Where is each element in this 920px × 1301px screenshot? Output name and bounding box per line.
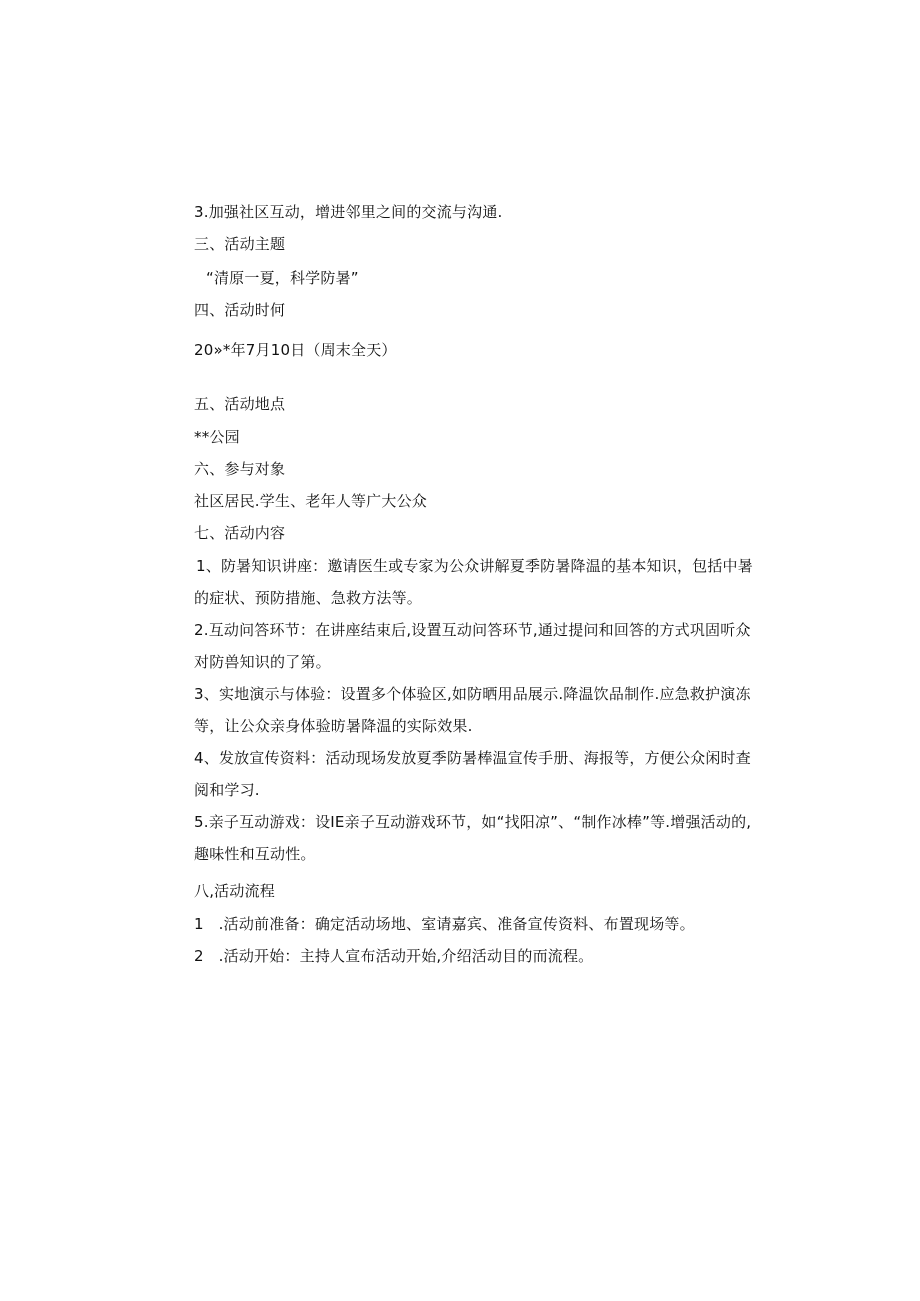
- flow-item-1: 1 .活动前准备：确定活动场地、室请嘉宾、准备宣传资料、布置现场等。: [194, 915, 695, 933]
- content-item-4: 4、发放宣传资料：活动现场发放夏季防暑棒温宣传手册、海报等，方便公众闲时查阅和学习.: [194, 749, 751, 799]
- location-text: **公园: [194, 428, 240, 446]
- participants-text: 社区居民.学生、老年人等广大公众: [194, 492, 427, 510]
- content-item-2: 2.互动问答环节：在讲座结束后,设置互动问答环节,通过提问和回答的方式巩固听众对防兽知识的了第。: [194, 621, 751, 671]
- objective-3: 3.加强社区互动，增进邻里之间的交流与沟通.: [194, 203, 503, 221]
- content-item-1: 1、防暑知识讲座：邀请医生或专家为公众讲解夏季防暑降温的基本知识，包括中暑的症状、预防措施、急救方法等。: [194, 557, 753, 607]
- section-heading-location: 五、活动地点: [194, 395, 286, 413]
- theme-text: “清原一夏，科学防暑”: [206, 269, 359, 287]
- section-heading-theme: 三、活动主题: [194, 235, 286, 253]
- content-item-3: 3、实地演示与体验：设置多个体验区,如防晒用品展示.降温饮品制作.应急救护演冻等，让公众亲身体验昉暑降温的实际效果.: [194, 685, 751, 735]
- content-item-5: 5.亲子互动游戏：设IE亲子互动游戏环节，如“找阳凉”、“制作冰棒”等.增强活动的,趣味性和互动性。: [194, 813, 752, 863]
- section-heading-participants: 六、参与对象: [194, 460, 286, 478]
- flow-item-2: 2 .活动开始：主持人宣布活动开始,介绍活动目的而流程。: [194, 947, 594, 965]
- time-text: 20»*年7月10日（周末全天）: [194, 341, 397, 359]
- section-heading-content: 七、活动内容: [194, 524, 286, 542]
- section-heading-flow: 八,活动流程: [194, 882, 275, 900]
- section-heading-time: 四、活动时何: [194, 301, 286, 319]
